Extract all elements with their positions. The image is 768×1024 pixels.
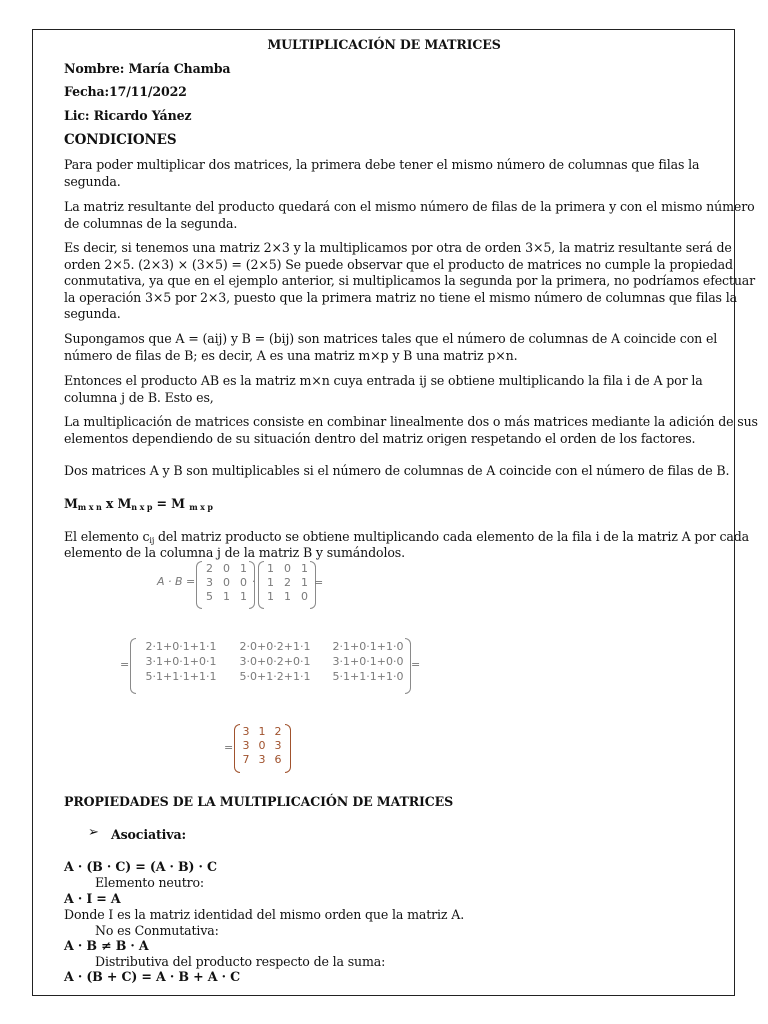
paragraph-1-line-2: segunda. (64, 174, 121, 189)
result-matrix-cell: 7 (242, 753, 250, 766)
matrix-b-cell: 1 (301, 562, 308, 575)
property-noncommutative: A · B ≠ B · A (64, 938, 149, 953)
equals-1: = (314, 576, 324, 589)
paragraph-7: Dos matrices A y B son multiplicables si el número de columnas de A coincide con el número de filas de B. (64, 463, 730, 478)
expanded-matrix-cell: 2·1+0·1+1·1 (145, 640, 217, 653)
property-identity-note: Donde I es la matriz identidad del mismo orden que la matriz A. (64, 907, 465, 922)
propiedades-heading: PROPIEDADES DE LA MULTIPLICACIÓN DE MATRICES (64, 794, 454, 809)
expanded-matrix-cell: 3·0+0·2+0·1 (239, 655, 311, 668)
matrix-b-cell: 0 (284, 562, 291, 575)
paragraph-1-line-1: Para poder multiplicar dos matrices, la primera debe tener el mismo número de columnas que filas la (64, 157, 700, 172)
result-matrix-cell: 0 (258, 739, 266, 752)
matrix-b-cell: 1 (267, 576, 274, 589)
paragraph-3-line-4: la operación 3×5 por 2×3, puesto que la primera matriz no tiene el mismo número de columnas que filas la (64, 290, 737, 305)
matrix-a-cell: 1 (240, 590, 247, 603)
result-matrix-cell: 3 (242, 739, 250, 752)
expanded-matrix-cell: 5·1+1·1+1·1 (145, 670, 217, 683)
paragraph-4-line-2: número de filas de B; es decir, A es una matriz m×p y B una matriz p×n. (64, 348, 518, 363)
property-distributive-label: Distributiva del producto respecto de la suma: (95, 954, 386, 969)
paragraph-8-line-2: elemento de la columna j de la matriz B y sumándolos. (64, 545, 405, 560)
arrow-bullet-icon: ➢ (88, 825, 99, 840)
matrix-a-cell: 0 (223, 562, 230, 575)
paragraph-5-line-2: columna j de B. Esto es, (64, 390, 214, 405)
property-neutral-label: Elemento neutro: (95, 875, 205, 890)
result-matrix-cell: 2 (274, 725, 282, 738)
result-matrix-cell: 6 (274, 753, 282, 766)
paragraph-3-line-2: orden 2×5. (2×3) × (3×5) = (2×5) Se puede observar que el producto de matrices no cumple la propiedad (64, 257, 733, 272)
expanded-matrix-cell: 3·1+0·1+0·0 (332, 655, 404, 668)
matrix-b-cell: 1 (267, 562, 274, 575)
matrix-a-cell: 1 (223, 590, 230, 603)
matrix-a-cell: 3 (206, 576, 213, 589)
result-matrix-cell: 3 (242, 725, 250, 738)
paragraph-8-line-1: El elemento $c_{ij}$ del matriz producto se obtiene multiplicando cada elemento de la fila i de la matriz A por cada (64, 529, 750, 545)
expanded-matrix-cell: 5·0+1·2+1·1 (239, 670, 311, 683)
property-neutral: A · I = A (64, 891, 121, 906)
matrix-b (262, 562, 313, 603)
property-distributive: A · (B + C) = A · B + A · C (64, 969, 240, 984)
matrix-a-cell: 0 (240, 576, 247, 589)
matrix-b-cell: 2 (284, 576, 291, 589)
matrix-b-cell: 1 (284, 590, 291, 603)
paragraph-2-line-1: La matriz resultante del producto quedará con el mismo número de filas de la primera y con el mismo número (64, 199, 755, 214)
matrix-b-cell: 0 (301, 590, 308, 603)
date: Fecha:17/11/2022 (64, 84, 187, 99)
condiciones-heading: CONDICIONES (64, 132, 177, 148)
equals-2: = (120, 658, 130, 671)
multiply-dot: · (252, 575, 256, 588)
expanded-matrix-cell: 5·1+1·1+1·0 (332, 670, 404, 683)
property-noncommutative-label: No es Conmutativa: (95, 923, 219, 938)
example-lhs: A · B = (157, 575, 196, 588)
author-name: Nombre: María Chamba (64, 61, 231, 76)
paragraph-2-line-2: de columnas de la segunda. (64, 216, 238, 231)
paragraph-6-line-2: elementos dependiendo de su situación dentro del matriz origen respetando el orden de los factores. (64, 431, 696, 446)
matrix-a-cell: 2 (206, 562, 213, 575)
matrix-a-cell: 5 (206, 590, 213, 603)
matrix-b-cell: 1 (267, 590, 274, 603)
page-title: MULTIPLICACIÓN DE MATRICES (267, 37, 501, 52)
equals-3: = (411, 658, 421, 671)
equals-4: = (224, 741, 234, 754)
expanded-matrix-cell: 2·1+0·1+1·0 (332, 640, 404, 653)
paragraph-5-line-1: Entonces el producto AB es la matriz m×n cuya entrada ij se obtiene multiplicando la fila i de A por la (64, 373, 703, 388)
expanded-matrix-cell: 3·1+0·1+0·1 (145, 655, 217, 668)
result-matrix-cell: 3 (258, 753, 266, 766)
matrix-b-cell: 1 (301, 576, 308, 589)
matrix-a-cell: 1 (240, 562, 247, 575)
dimension-formula: $M_{m x n}$ x $M_{n x p} = M$ $_{m x p}$ (64, 496, 213, 512)
instructor: Lic: Ricardo Yánez (64, 108, 192, 123)
matrix-a (201, 562, 252, 603)
result-right-bracket (285, 724, 291, 773)
result-matrix (238, 725, 286, 766)
paragraph-3-line-1: Es decir, si tenemos una matriz 2×3 y la multiplicamos por otra de orden 3×5, la matriz resultante será de (64, 240, 732, 255)
asociativa-label: Asociativa: (111, 827, 186, 842)
expanded-matrix-cell: 2·0+0·2+1·1 (239, 640, 311, 653)
paragraph-3-line-3: conmutativa, ya que en el ejemplo anterior, si multiplicamos la segunda por la primera, no podríamos efectuar (64, 273, 756, 288)
matrix-a-cell: 0 (223, 576, 230, 589)
result-matrix-cell: 3 (274, 739, 282, 752)
paragraph-3-line-5: segunda. (64, 306, 121, 321)
paragraph-6-line-1: La multiplicación de matrices consiste en combinar linealmente dos o más matrices mediante la adición de sus (64, 414, 758, 429)
paragraph-4-line-1: Supongamos que A = (aij) y B = (bij) son matrices tales que el número de columnas de A coincide con el (64, 331, 718, 346)
result-matrix-cell: 1 (258, 725, 266, 738)
property-associative: A · (B · C) = (A · B) · C (64, 859, 217, 874)
expanded-matrix (134, 640, 414, 683)
